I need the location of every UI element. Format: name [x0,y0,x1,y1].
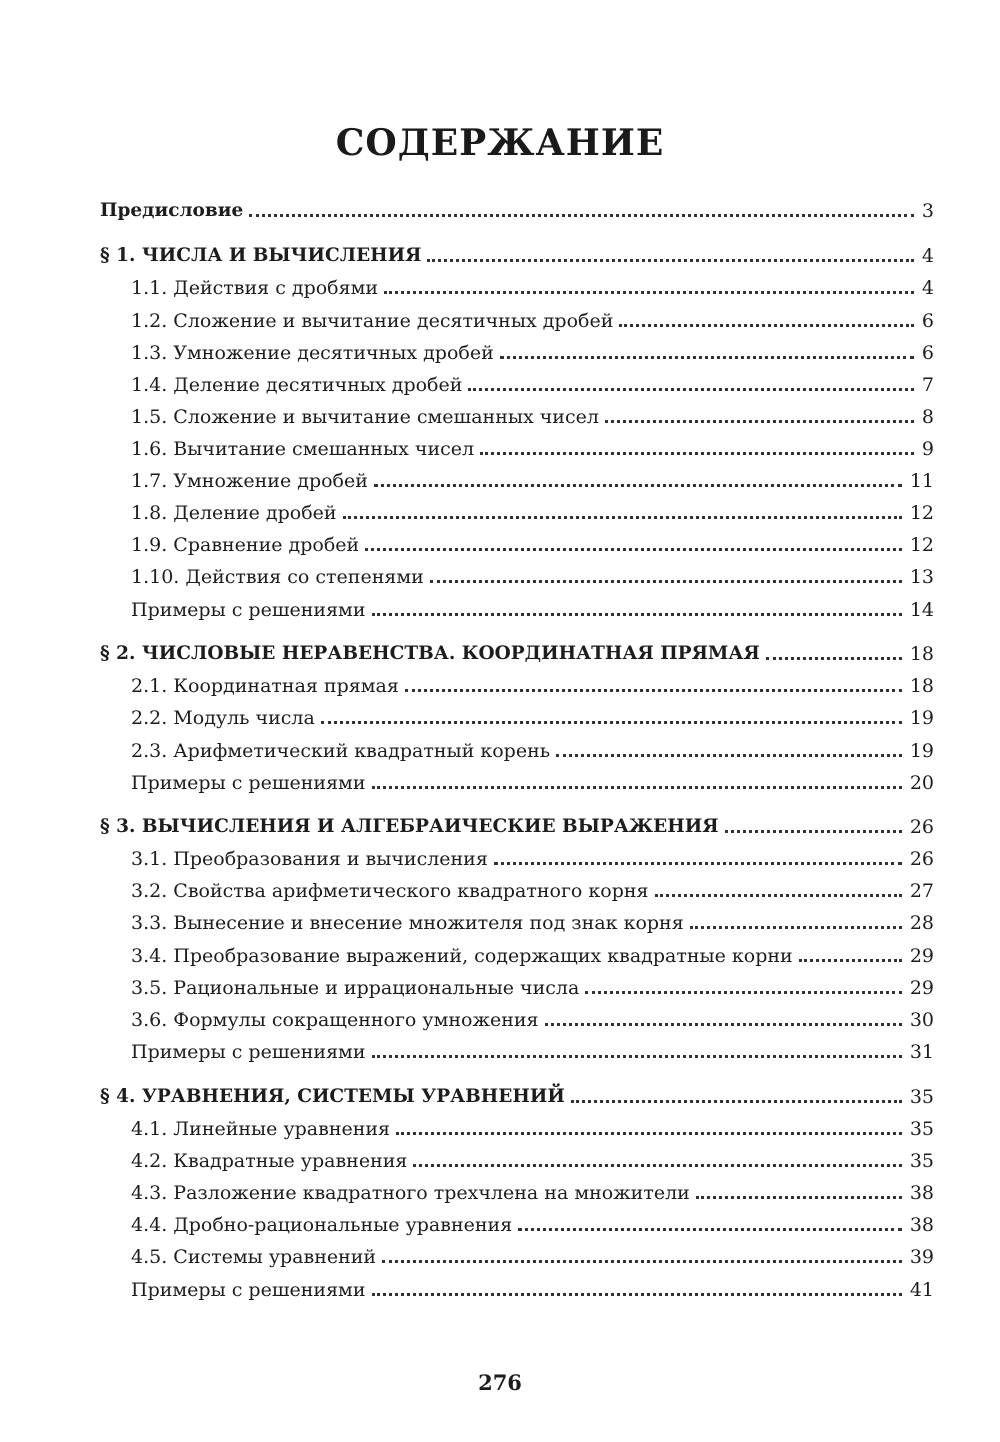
toc-page-number: 8 [921,406,934,428]
toc-page-number: 26 [909,848,934,870]
toc-row [0,875,1000,907]
toc-page-number: 11 [909,470,934,492]
toc-entry-title: 2.1. Координатная прямая [131,675,399,697]
leader-dots [343,516,902,519]
toc-entry-title: § 1. ЧИСЛА И ВЫЧИСЛЕНИЯ [100,245,422,266]
toc-page-number: 19 [909,707,934,729]
toc-page-number: 4 [921,277,934,299]
toc-row [0,1177,1000,1209]
toc-row [0,497,1000,529]
toc-row [0,907,1000,939]
toc-row [0,465,1000,497]
toc-page-number: 6 [921,310,934,332]
toc-entry-title: Примеры с решениями [131,1041,366,1063]
leader-dots [690,926,902,929]
toc-entry-title: 4.3. Разложение квадратного трехчлена на множители [131,1182,690,1204]
leader-dots [468,388,914,391]
toc-page-number: 38 [909,1214,934,1236]
toc-page-number: 31 [909,1041,934,1063]
toc-row [0,1145,1000,1177]
leader-dots [725,830,902,833]
toc-entry-title: 3.3. Вынесение и внесение множителя под знак корня [131,912,684,934]
toc-row [0,433,1000,465]
leader-dots [799,959,902,962]
leader-dots [405,689,902,692]
toc-page-number: 12 [909,534,934,556]
toc-page-number: 28 [909,912,934,934]
toc-row [0,1081,1000,1113]
toc-entry-title: 4.5. Системы уравнений [131,1246,377,1268]
toc-row [0,1241,1000,1273]
toc-page-number: 38 [909,1182,934,1204]
toc-entry-title: 2.2. Модуль числа [131,707,315,729]
toc-page-number: 30 [909,1009,934,1031]
toc-entry-title: 4.1. Линейные уравнения [131,1118,391,1140]
toc-page-number: 13 [909,566,934,588]
toc-entry-title: 1.4. Деление десятичных дробей [131,374,463,396]
leader-dots [372,786,902,789]
page-title: СОДЕРЖАНИЕ [335,122,665,164]
toc-row [0,1209,1000,1241]
toc-page-number: 41 [909,1279,934,1301]
toc-entry-title: 1.6. Вычитание смешанных чисел [131,438,475,460]
page-number: 276 [478,1370,522,1395]
leader-dots [480,452,914,455]
toc-entry-title: 1.8. Деление дробей [131,502,337,524]
toc-row [0,1004,1000,1036]
toc-entry-title: Примеры с решениями [131,772,366,794]
toc-row [0,401,1000,433]
toc-page-number: 4 [921,245,934,267]
toc-entry-title: Примеры с решениями [131,1279,366,1301]
leader-dots [365,548,902,551]
toc-entry-title: § 4. УРАВНЕНИЯ, СИСТЕМЫ УРАВНЕНИЙ [100,1086,565,1107]
toc-page-number: 19 [909,740,934,762]
leader-dots [427,259,914,262]
leader-dots [372,1055,902,1058]
toc-page-number: 35 [909,1086,934,1108]
toc-row [0,529,1000,561]
toc-row [0,561,1000,593]
toc-page-number: 20 [909,772,934,794]
leader-dots [430,580,902,583]
toc-entry-title: Предисловие [100,200,244,221]
leader-dots [545,1023,902,1026]
toc-page-number: 3 [921,200,934,222]
leader-dots [413,1164,902,1167]
toc-entry-title: 3.6. Формулы сокращенного умножения [131,1009,539,1031]
leader-dots [766,657,902,660]
toc-row [0,670,1000,702]
leader-dots [585,991,902,994]
toc-row [0,735,1000,767]
toc-entry-title: 2.3. Арифметический квадратный корень [131,740,551,762]
leader-dots [619,324,914,327]
leader-dots [494,862,902,865]
leader-dots [382,1260,902,1263]
toc-page-number: 6 [921,342,934,364]
toc-row [0,702,1000,734]
toc-entry-title: 1.1. Действия с дробями [131,277,379,299]
toc-row [0,272,1000,304]
toc-page-number: 18 [909,675,934,697]
toc-row [0,972,1000,1004]
toc-page-number: 26 [909,816,934,838]
toc-row [0,940,1000,972]
toc-page-number: 27 [909,880,934,902]
toc-entry-title: § 2. ЧИСЛОВЫЕ НЕРАВЕНСТВА. КООРДИНАТНАЯ ПРЯМАЯ [100,643,760,664]
leader-dots [500,356,914,359]
toc-entry-title: § 3. ВЫЧИСЛЕНИЯ И АЛГЕБРАИЧЕСКИЕ ВЫРАЖЕНИЯ [100,816,719,837]
toc-entry-title: 1.3. Умножение десятичных дробей [131,342,494,364]
toc-row [0,811,1000,843]
toc-entry-title: 1.7. Умножение дробей [131,470,368,492]
leader-dots [321,721,902,724]
toc-page-number: 7 [921,374,934,396]
toc-entry-title: 3.2. Свойства арифметического квадратного корня [131,880,649,902]
toc-row [0,594,1000,626]
leader-dots [249,214,914,217]
toc-entry-title: 4.4. Дробно-рациональные уравнения [131,1214,513,1236]
toc-page-number: 39 [909,1246,934,1268]
toc-row [0,843,1000,875]
toc-row [0,767,1000,799]
leader-dots [518,1228,902,1231]
leader-dots [372,613,902,616]
leader-dots [571,1100,902,1103]
toc-page-number: 29 [909,945,934,967]
toc-entry-title: 3.4. Преобразование выражений, содержащих квадратные корни [131,945,793,967]
toc-page-number: 18 [909,643,934,665]
toc-page-number: 35 [909,1150,934,1172]
toc-entry-title: 3.5. Рациональные и иррациональные числа [131,977,580,999]
toc-page-number: 14 [909,599,934,621]
toc-page-number: 12 [909,502,934,524]
toc-page-number: 29 [909,977,934,999]
toc-entry-title: 1.9. Сравнение дробей [131,534,360,556]
leader-dots [605,420,914,423]
toc-entry-title: 3.1. Преобразования и вычисления [131,848,488,870]
toc-page-number: 9 [921,438,934,460]
toc-page-number: 35 [909,1118,934,1140]
leader-dots [372,1293,902,1296]
leader-dots [396,1132,902,1135]
leader-dots [374,484,902,487]
toc-row [0,1113,1000,1145]
leader-dots [384,291,914,294]
toc-row [0,337,1000,369]
toc-row [0,369,1000,401]
toc-entry-title: 1.2. Сложение и вычитание десятичных дробей [131,310,614,332]
toc-row [0,195,1000,227]
toc-row [0,638,1000,670]
toc-entry-title: 4.2. Квадратные уравнения [131,1150,408,1172]
toc-row [0,1036,1000,1068]
leader-dots [655,894,902,897]
toc-row [0,1274,1000,1306]
toc-entry-title: Примеры с решениями [131,599,366,621]
toc-entry-title: 1.10. Действия со степенями [131,566,424,588]
toc-entry-title: 1.5. Сложение и вычитание смешанных чисел [131,406,599,428]
leader-dots [696,1196,902,1199]
leader-dots [556,754,902,757]
toc-row [0,305,1000,337]
toc-row [0,240,1000,272]
